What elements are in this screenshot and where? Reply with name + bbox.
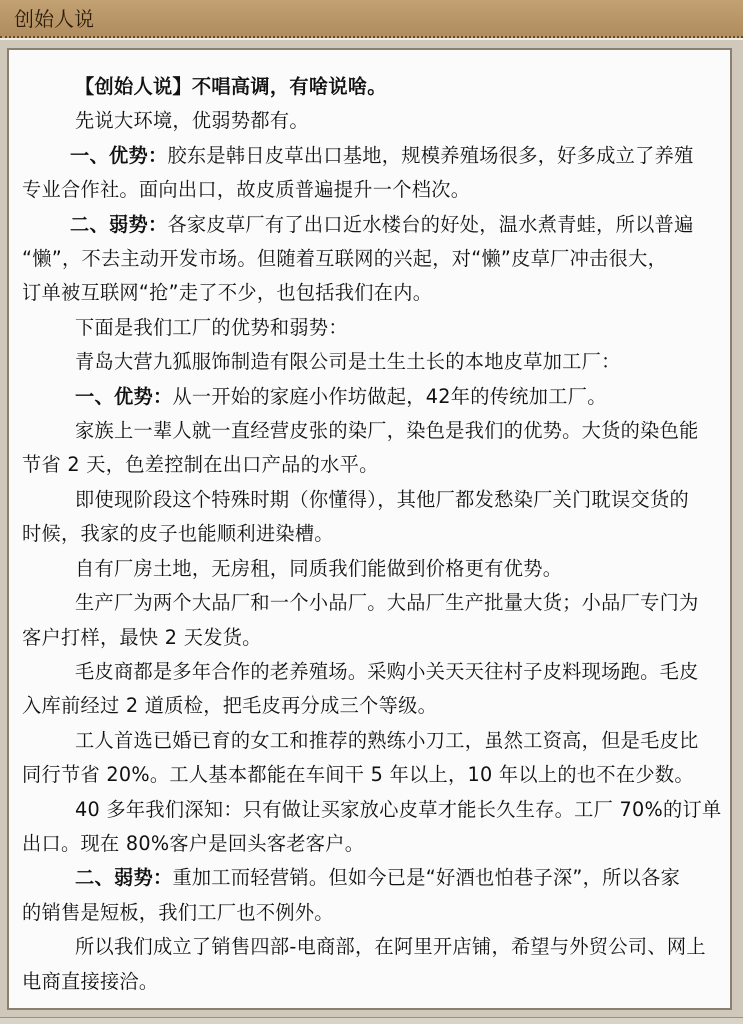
paragraph-line [22,483,722,517]
text-run: 家族上一辈人就一直经营皮张的染厂，染色是我们的优势。大货的染色能 [75,419,699,443]
text-run: 入库前经过 2 道质检，把毛皮再分成三个等级。 [22,694,438,718]
text-run: 订单被互联网“抢”走了不少，也包括我们在内。 [22,281,433,305]
paragraph-line [22,380,722,414]
paragraph-line [22,242,722,276]
paragraph-line [22,861,722,895]
paragraph-line [22,208,722,242]
text-run: 40 多年我们深知：只有做让买家放心皮草才能长久生存。工厂 70%的订单 [75,797,722,821]
text-run: 青岛大营九狐服饰制造有限公司是土生土长的本地皮草加工厂： [75,350,621,374]
paragraph-line [22,758,722,792]
paragraph-line [22,896,722,930]
bold-text: 二、弱势： [70,212,168,236]
paragraph-line [22,689,722,723]
text-run: 同行节省 20%。工人基本都能在车间干 5 年以上，10 年以上的也不在少数。 [22,763,694,787]
paragraph-line [22,139,722,173]
section-header [0,0,743,38]
text-run: 自有厂房土地，无房租，同质我们能做到价格更有优势。 [75,556,563,580]
text-run: “懒”，不去主动开发市场。但随着互联网的兴起，对“懒”皮草厂冲击很大， [22,247,668,271]
paragraph-line [22,70,722,104]
paragraph-line [22,173,722,207]
content-frame [0,40,743,1024]
bold-text: 二、弱势： [75,866,173,890]
text-run: 胶东是韩日皮草出口基地，规模养殖场很多，好多成立了养殖 [167,143,694,167]
paragraph-line [22,517,722,551]
bottom-divider [0,1017,743,1024]
bold-text: 一、优势： [70,143,168,167]
article-body [22,70,722,999]
paragraph-line [22,414,722,448]
paragraph-line [22,827,722,861]
paragraph-line [22,311,722,345]
paragraph-line [22,793,722,827]
paragraph-line [22,552,722,586]
section-title: 创始人说 [14,7,94,31]
text-run: 先说大环境，优弱势都有。 [75,109,309,133]
text-run: 专业合作社。面向出口，故皮质普遍提升一个档次。 [22,178,471,202]
text-run: 所以我们成立了销售四部-电商部，在阿里开店铺，希望与外贸公司、网上 [75,935,706,959]
paragraph-line [22,345,722,379]
paragraph-line [22,104,722,138]
text-run: 的销售是短板，我们工厂也不例外。 [22,900,334,924]
paragraph-line [22,655,722,689]
text-run: 从一开始的家庭小作坊做起，42年的传统加工厂。 [172,384,607,408]
text-run: 工人首选已婚已育的女工和推荐的熟练小刀工，虽然工资高，但是毛皮比 [75,728,699,752]
text-run: 电商直接接洽。 [22,969,159,993]
text-run: 下面是我们工厂的优势和弱势： [75,315,348,339]
paragraph-line [22,965,722,999]
text-run: 各家皮草厂有了出口近水楼台的好处，温水煮青蛙，所以普遍 [167,212,694,236]
paragraph-line [22,276,722,310]
paragraph-line [22,448,722,482]
text-run: 出口。现在 80%客户是回头客老客户。 [22,831,365,855]
text-run: 即使现阶段这个特殊时期（你懂得），其他厂都发愁染厂关门耽误交货的 [75,487,689,511]
paragraph-line [22,724,722,758]
text-run: 节省 2 天，色差控制在出口产品的水平。 [22,453,379,477]
paragraph-line [22,621,722,655]
text-run: 时候，我家的皮子也能顺利进染槽。 [22,522,334,546]
paragraph-line [22,930,722,964]
bold-text: 【创始人说】不唱高调，有啥说啥。 [75,75,387,98]
text-run: 客户打样，最快 2 天发货。 [22,625,262,649]
text-run: 重加工而轻营销。但如今已是“好酒也怕巷子深”，所以各家 [172,866,681,890]
text-run: 生产厂为两个大品厂和一个小品厂。大品厂生产批量大货；小品厂专门为 [75,591,699,615]
paragraph-line [22,586,722,620]
bold-text: 一、优势： [75,384,173,408]
article-panel [7,48,732,1010]
text-run: 毛皮商都是多年合作的老养殖场。采购小关天天往村子皮料现场跑。毛皮 [75,659,699,683]
